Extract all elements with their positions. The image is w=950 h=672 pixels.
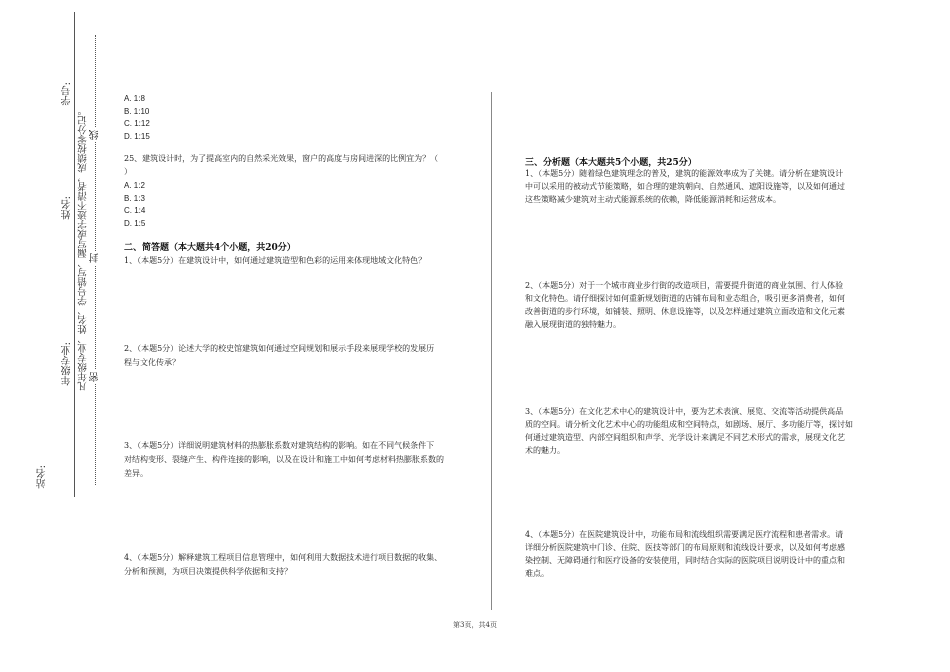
a2-line-2: 和文化特色。请仔细探讨如何重新规划街道的店铺布局和业态组合，吸引更多消费者，如何	[525, 294, 845, 303]
a2-line-1: 2、（本题5分）对于一个城市商业步行街的改造项目，需要提升街道的商业氛围、行人体验	[525, 281, 844, 290]
a2-line-3: 改善街道的步行环境，如铺装、照明、休息设施等，以及怎样通过建筑立面改造和文化元素	[525, 307, 845, 316]
a2-line-4: 融入展现街道的独特魅力。	[525, 320, 621, 329]
q3-line-1: 3、（本题5分）详细说明建筑材料的热膨胀系数对建筑结构的影响。如在不同气候条件下	[124, 441, 435, 450]
q4-line-1: 4、（本题5分）解释建筑工程项目信息管理中，如何利用大数据技术进行项目数据的收集、	[124, 553, 443, 562]
q4-line-2: 分析和预测，为项目决策提供科学依据和支持？	[124, 567, 292, 576]
a3-line-3: 何通过建筑造型、内部空间组织和声学、光学设计来满足不同艺术形式的需求，展现文化艺	[525, 433, 845, 442]
a3-line-1: 3、（本题5分）在文化艺术中心的建筑设计中，要为艺术表演、展览、交流等活动提供高品	[525, 407, 844, 416]
q25-option-a: A. 1:2	[124, 181, 145, 190]
a4-line-1: 4、（本题5分）在医院建筑设计中，功能布局和流线组织需要满足医疗流程和患者需求。请	[525, 530, 844, 539]
student-id-label: 学号:	[62, 82, 73, 106]
a1-line-2: 中可以采用的被动式节能策略，如合理的建筑朝向、自然通风、遮阳设施等，以及如何通过	[525, 182, 845, 191]
q24-option-b: B. 1:10	[124, 107, 150, 116]
margin-instruction: 凡年级专业、姓名、学号错写、漏写或字迹不清者，成绩按零分记。	[78, 106, 89, 391]
q25-stem-line1: 25、建筑设计时，为了提高室内的自然采光效果，窗户的高度与房间进深的比例宜为？（	[124, 154, 439, 163]
q2-line-2: 程与文化传承？	[124, 358, 180, 367]
q3-line-3: 差异。	[124, 469, 148, 478]
q25-stem-line2: ）	[124, 167, 132, 176]
q3-line-2: 对结构变形、裂缝产生、构件连接的影响，以及在设计和施工中如何考虑材料热膨胀系数的	[124, 455, 444, 464]
seal-char-mi: 密	[90, 372, 101, 382]
q25-option-b: B. 1:3	[124, 194, 145, 203]
grade-major-label: 年级专业:	[62, 342, 73, 386]
a1-line-1: 1、（本题5分）随着绿色建筑理念的普及，建筑的能源效率成为了关键。请分析在建筑设计	[525, 169, 844, 178]
a1-line-3: 这些策略减少建筑对主动式能源系统的依赖，降低能源消耗和运营成本。	[525, 195, 781, 204]
q24-option-a: A. 1:8	[124, 94, 145, 103]
column-divider	[491, 92, 492, 610]
a3-line-4: 术的魅力。	[525, 446, 565, 455]
q24-option-d: D. 1:15	[124, 132, 150, 141]
a4-line-2: 详细分析医院建筑中门诊、住院、医技等部门的布局原则和流线设计要求，以及如何考虑感	[525, 543, 845, 552]
section-3-title: 三、分析题（本大题共5个小题，共25分）	[525, 158, 697, 168]
q1-line: 1、（本题5分）在建筑设计中，如何通过建筑造型和色彩的运用来体现地域文化特色？	[124, 256, 427, 265]
q25-option-d: D. 1:5	[124, 219, 146, 228]
exam-site-label: 站名:	[37, 465, 48, 489]
seal-char-feng: 封	[90, 253, 101, 263]
a4-line-4: 难点。	[525, 569, 549, 578]
q24-option-c: C. 1:12	[124, 119, 150, 128]
a3-line-2: 质的空间。请分析文化艺术中心的功能组成和空间特点，如剧场、展厅、多功能厅等，探讨如	[525, 420, 853, 429]
margin-line-outer	[74, 12, 75, 497]
q2-line-1: 2、（本题5分）论述大学的校史馆建筑如何通过空间规划和展示手段来展现学校的发展历	[124, 344, 435, 353]
name-label: 姓名:	[62, 196, 73, 220]
section-2-title: 二、简答题（本大题共4个小题，共20分）	[124, 243, 296, 253]
seal-char-xian: 线	[90, 130, 101, 140]
a4-line-3: 染控制、无障碍通行和医疗设备的安装使用，同时结合实际的医院项目说明设计中的重点和	[525, 556, 845, 565]
page-number: 第3页，共4页	[453, 621, 497, 629]
q25-option-c: C. 1:4	[124, 206, 146, 215]
